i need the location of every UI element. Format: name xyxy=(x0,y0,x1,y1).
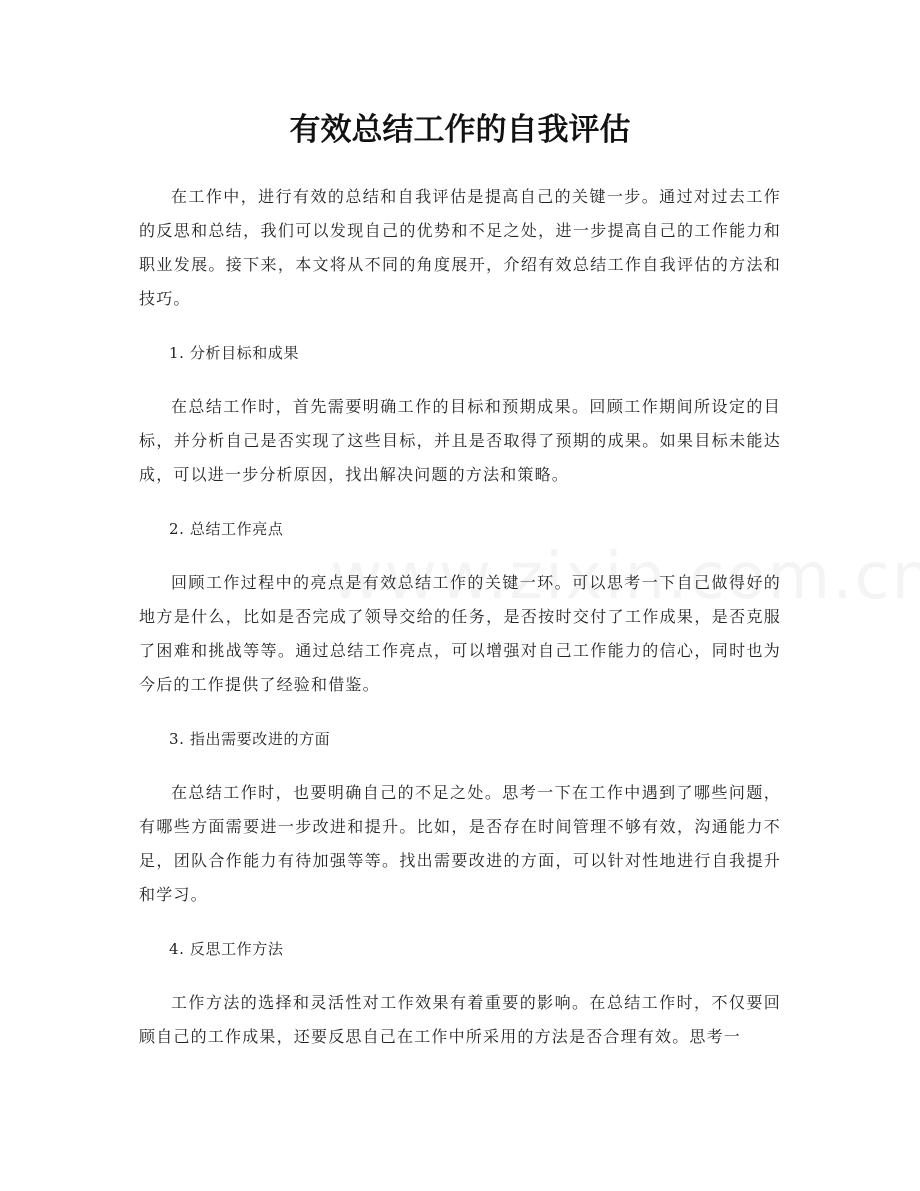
page-title: 有效总结工作的自我评估 xyxy=(289,112,631,148)
document-body xyxy=(139,180,781,1074)
section-paragraph-1: 在总结工作时，首先需要明确工作的目标和预期成果。回顾工作期间所设定的目标，并分析自己是否实现了这些目标，并且是否取得了预期的成果。如果目标未能达成，可以进一步分析原因，找出解决问题的方法和策略。 xyxy=(139,397,781,484)
section-paragraph-2: 回顾工作过程中的亮点是有效总结工作的关键一环。可以思考一下自己做得好的地方是什么，比如是否完成了领导交给的任务，是否按时交付了工作成果，是否克服了困难和挑战等等。通过总结工作亮点，可以增强对自己工作能力的信心，同时也为今后的工作提供了经验和借鉴。 xyxy=(139,573,781,694)
section-heading-1: 1. 分析目标和成果 xyxy=(169,344,300,362)
section-heading-4: 4. 反思工作方法 xyxy=(169,940,284,958)
intro-paragraph: 在工作中，进行有效的总结和自我评估是提高自己的关键一步。通过对过去工作的反思和总结，我们可以发现自己的优势和不足之处，进一步提高自己的工作能力和职业发展。接下来，本文将从不同的角度展开，介绍有效总结工作自我评估的方法和技巧。 xyxy=(139,187,781,308)
section-paragraph-3: 在总结工作时，也要明确自己的不足之处。思考一下在工作中遇到了哪些问题，有哪些方面需要进一步改进和提升。比如，是否存在时间管理不够有效，沟通能力不足，团队合作能力有待加强等等。找出需要改进的方面，可以针对性地进行自我提升和学习。 xyxy=(139,783,781,904)
section-heading-3: 3. 指出需要改进的方面 xyxy=(169,730,331,748)
section-heading-2: 2. 总结工作亮点 xyxy=(169,520,284,538)
section-paragraph-4: 工作方法的选择和灵活性对工作效果有着重要的影响。在总结工作时，不仅要回顾自己的工作成果，还要反思自己在工作中所采用的方法是否合理有效。思考一 xyxy=(139,993,781,1046)
